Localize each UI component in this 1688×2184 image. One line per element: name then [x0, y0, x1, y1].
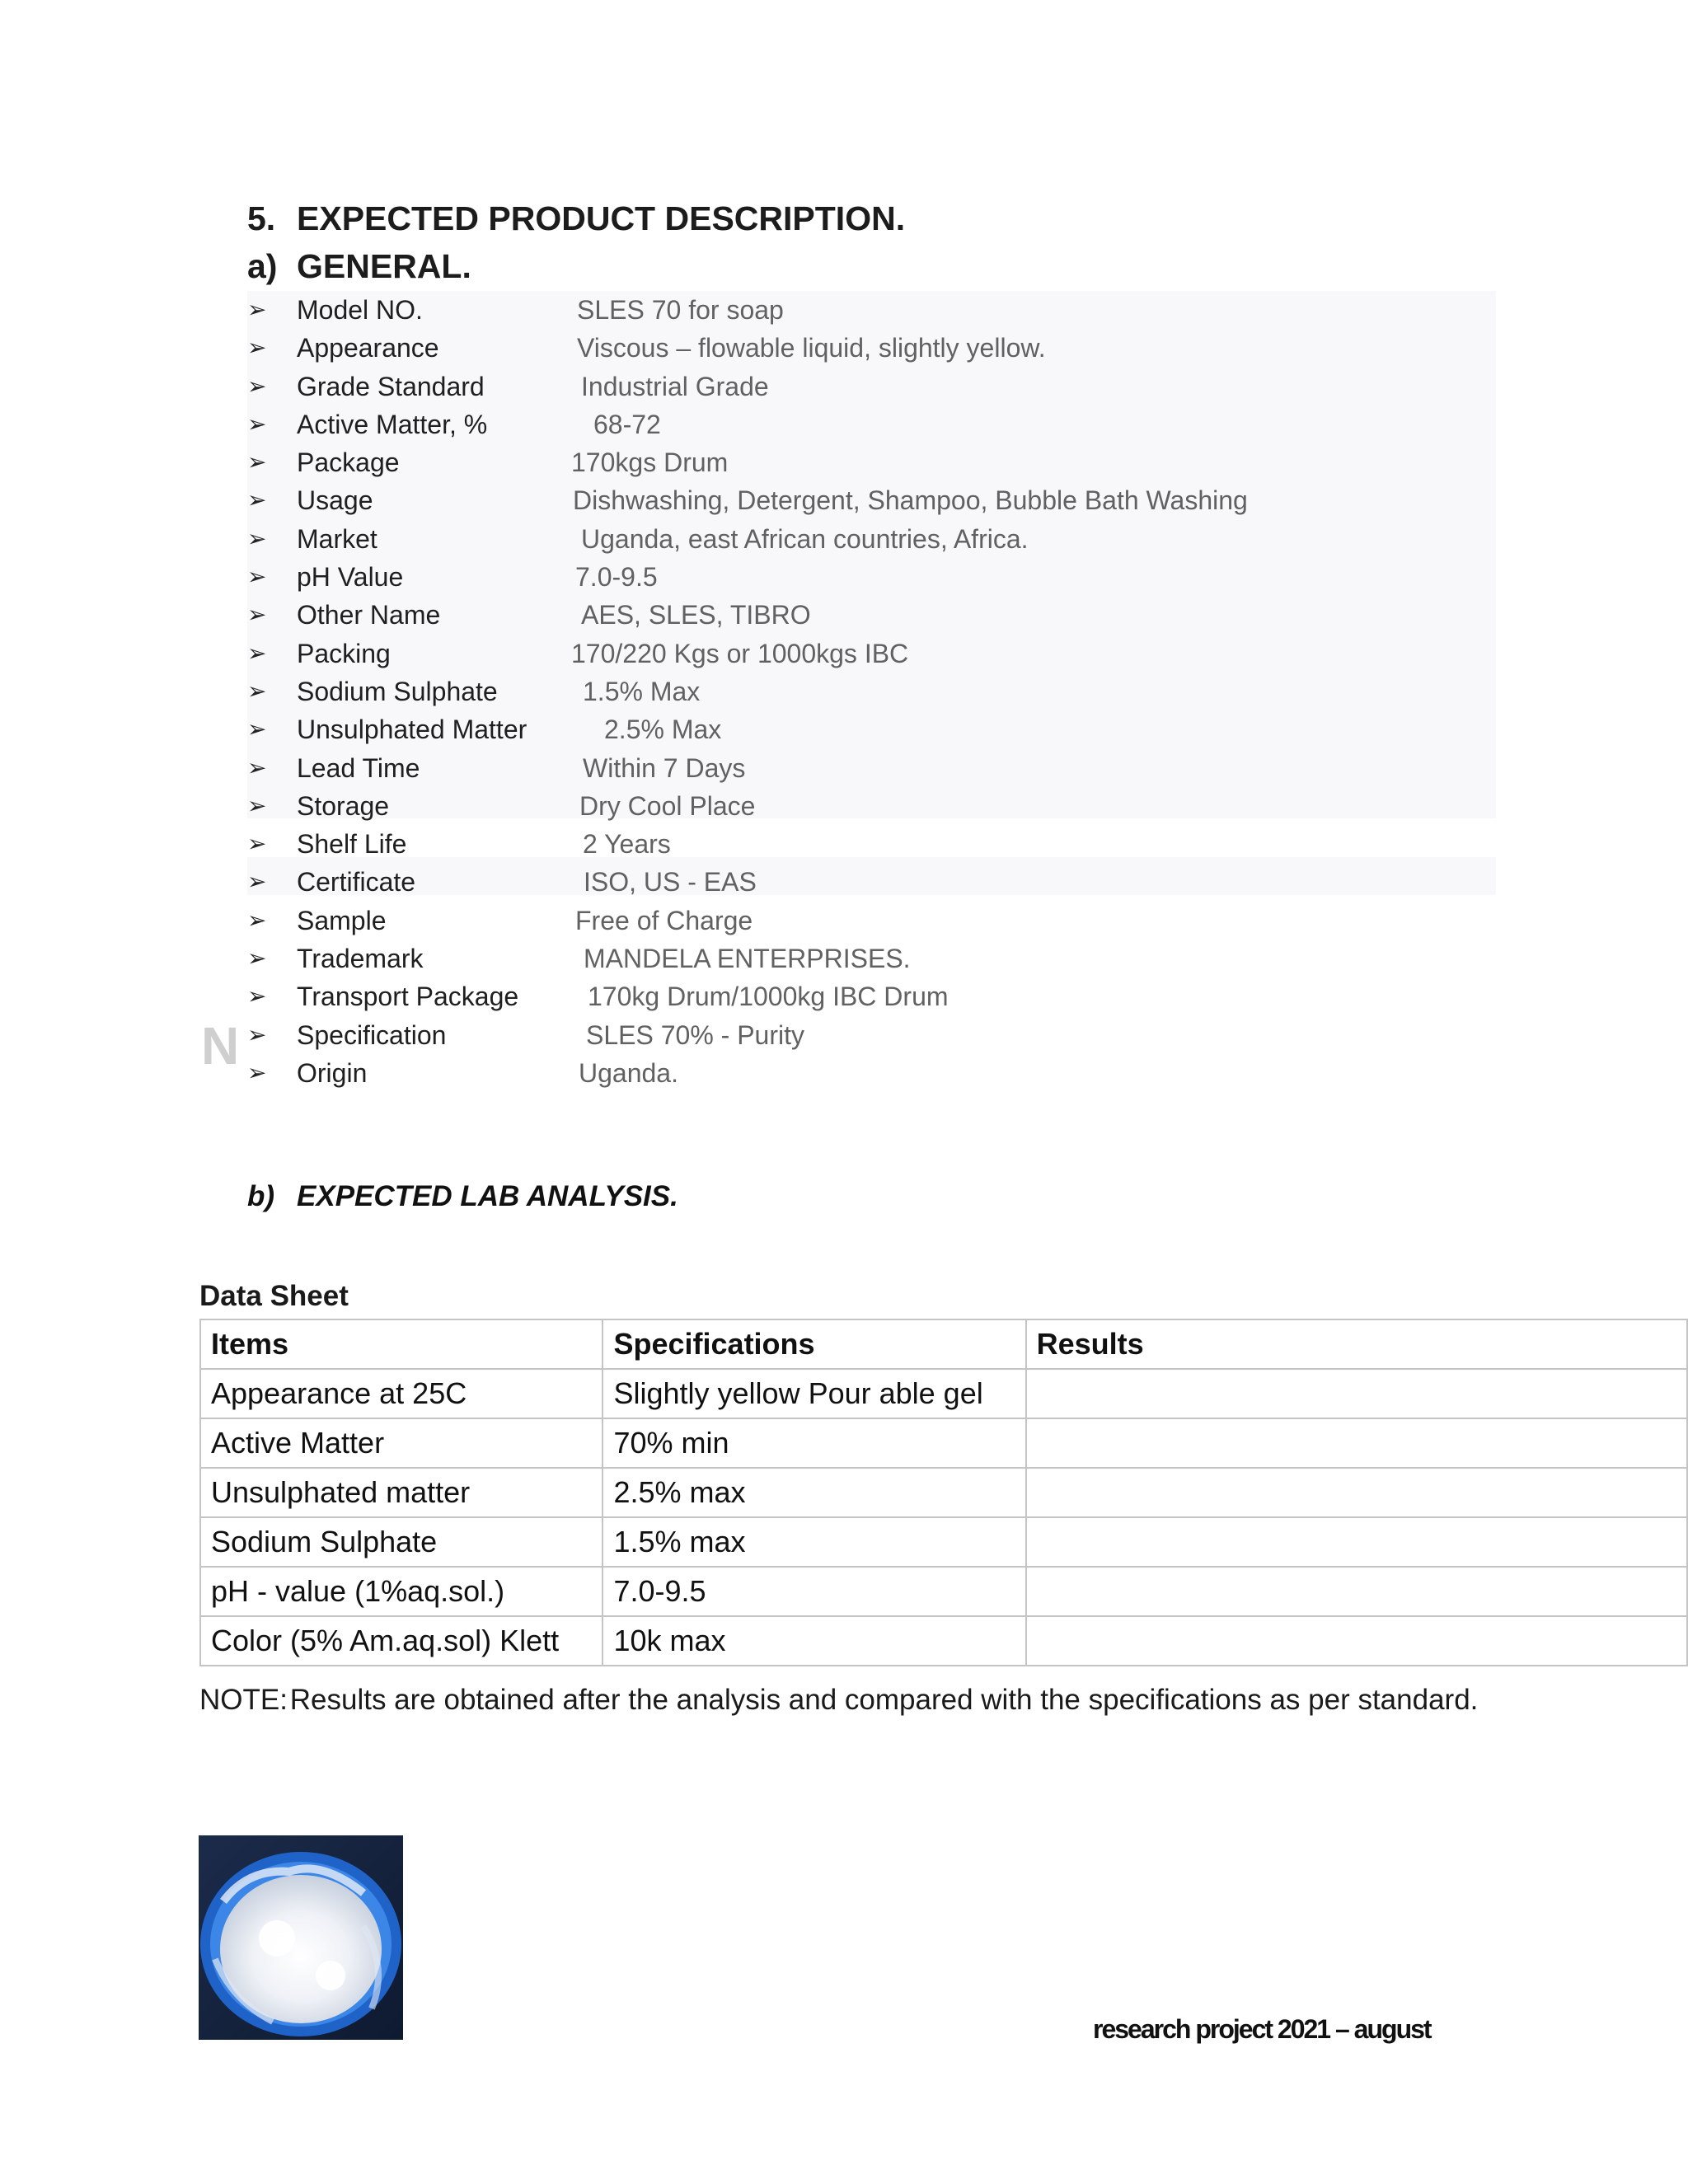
spec-value: 2 Years	[583, 829, 671, 860]
result-cell	[1026, 1517, 1687, 1567]
spec-row	[247, 940, 1533, 977]
bullet-arrow-icon: ➢	[247, 869, 267, 895]
spec-label: Sample	[297, 905, 387, 935]
bullet-arrow-icon: ➢	[247, 945, 267, 972]
bullet-arrow-icon: ➢	[247, 564, 267, 590]
spec-label: Trademark	[297, 944, 424, 974]
spec-value: Uganda, east African countries, Africa.	[581, 523, 1029, 554]
spec-value: Uganda.	[579, 1057, 678, 1088]
result-cell	[1026, 1418, 1687, 1468]
bullet-arrow-icon: ➢	[247, 1021, 267, 1047]
spec-value: Industrial Grade	[581, 371, 769, 401]
note-lead: NOTE:	[199, 1684, 288, 1716]
spec-value: 2.5% Max	[604, 715, 722, 745]
product-photo-graphic	[199, 1835, 403, 2040]
spec-row	[247, 1054, 1533, 1092]
table-row	[200, 1468, 1687, 1517]
result-cell	[1026, 1616, 1687, 1666]
table-header-row	[200, 1319, 1687, 1369]
spec-row	[247, 863, 1533, 901]
product-photo	[199, 1835, 403, 2040]
lab-number: b)	[247, 1180, 275, 1212]
lab-heading	[247, 1180, 678, 1213]
bullet-arrow-icon: ➢	[247, 487, 267, 513]
spec-label: Lead Time	[297, 752, 420, 783]
spec-value: 7.0-9.5	[575, 562, 658, 593]
spec-label: Packing	[297, 638, 391, 668]
general-title: GENERAL.	[297, 247, 471, 285]
item-cell: Appearance at 25C	[200, 1369, 603, 1418]
specification-cell: Slightly yellow Pour able gel	[603, 1369, 1025, 1418]
bullet-arrow-icon: ➢	[247, 335, 267, 361]
general-number: a)	[247, 247, 278, 285]
item-cell: Active Matter	[200, 1418, 603, 1468]
bullet-arrow-icon: ➢	[247, 716, 267, 743]
spec-label: Grade Standard	[297, 371, 485, 401]
spec-label: Market	[297, 523, 377, 554]
specification-cell: 2.5% max	[603, 1468, 1025, 1517]
spec-label: Specification	[297, 1019, 447, 1050]
bullet-arrow-icon: ➢	[247, 410, 267, 437]
spec-value: Viscous – flowable liquid, slightly yellow.	[577, 333, 1046, 363]
spec-value: 1.5% Max	[583, 676, 701, 706]
spec-row	[247, 558, 1533, 596]
spec-row	[247, 481, 1533, 519]
specification-cell: 70% min	[603, 1418, 1025, 1468]
spec-row	[247, 710, 1533, 748]
data-sheet-table	[199, 1319, 1688, 1666]
spec-value: 170kg Drum/1000kg IBC Drum	[588, 982, 949, 1012]
spec-row	[247, 291, 1533, 329]
spec-row	[247, 825, 1533, 863]
bullet-arrow-icon: ➢	[247, 449, 267, 476]
bullet-arrow-icon: ➢	[247, 754, 267, 780]
result-cell	[1026, 1369, 1687, 1418]
bullet-arrow-icon: ➢	[247, 297, 267, 322]
header-results: Results	[1026, 1319, 1687, 1369]
spec-value: Dry Cool Place	[579, 790, 756, 821]
header-specifications: Specifications	[603, 1319, 1025, 1369]
spec-value: 68-72	[593, 409, 661, 439]
table-row	[200, 1418, 1687, 1468]
spec-row	[247, 673, 1533, 710]
item-cell: Unsulphated matter	[200, 1468, 603, 1517]
spec-label: Certificate	[297, 867, 416, 898]
section-number: 5.	[247, 199, 276, 237]
spec-row	[247, 368, 1533, 405]
spec-label: Unsulphated Matter	[297, 715, 528, 745]
section-title: EXPECTED PRODUCT DESCRIPTION.	[297, 199, 906, 237]
spec-row	[247, 520, 1533, 558]
spec-value: SLES 70% - Purity	[586, 1019, 804, 1050]
footer-text: research project 2021 – august	[1093, 2014, 1431, 2044]
table-row	[200, 1517, 1687, 1567]
spec-row	[247, 443, 1533, 481]
spec-value: SLES 70 for soap	[577, 295, 784, 325]
spec-row	[247, 1016, 1533, 1054]
spec-value: Dishwashing, Detergent, Shampoo, Bubble Bath Washing	[573, 485, 1248, 516]
spec-row	[247, 902, 1533, 940]
header-items: Items	[200, 1319, 603, 1369]
table-row	[200, 1567, 1687, 1616]
spec-row	[247, 405, 1533, 443]
spec-list	[247, 291, 1533, 1092]
spec-row	[247, 596, 1533, 634]
specification-cell: 7.0-9.5	[603, 1567, 1025, 1616]
spec-label: Sodium Sulphate	[297, 676, 498, 706]
specification-cell: 1.5% max	[603, 1517, 1025, 1567]
data-sheet-title: Data Sheet	[199, 1280, 349, 1312]
section-heading	[247, 199, 905, 238]
bullet-arrow-icon: ➢	[247, 1059, 267, 1085]
spec-label: Transport Package	[297, 982, 519, 1012]
spec-label: pH Value	[297, 562, 404, 593]
spec-label: Appearance	[297, 333, 439, 363]
spec-value: Free of Charge	[575, 905, 753, 935]
item-cell: Color (5% Am.aq.sol) Klett	[200, 1616, 603, 1666]
lab-title: EXPECTED LAB ANALYSIS.	[297, 1180, 678, 1212]
spec-value: MANDELA ENTERPRISES.	[584, 944, 911, 974]
item-cell: pH - value (1%aq.sol.)	[200, 1567, 603, 1616]
spec-label: Other Name	[297, 600, 441, 630]
spec-value: 170kgs Drum	[571, 448, 729, 478]
watermark-letter: N	[201, 1016, 240, 1076]
result-cell	[1026, 1468, 1687, 1517]
spec-row	[247, 977, 1533, 1015]
bullet-arrow-icon: ➢	[247, 525, 267, 551]
spec-value: ISO, US - EAS	[584, 867, 757, 898]
table-row	[200, 1616, 1687, 1666]
bullet-arrow-icon: ➢	[247, 373, 267, 399]
spec-label: Usage	[297, 485, 373, 516]
spec-label: Model NO.	[297, 295, 423, 325]
spec-label: Origin	[297, 1057, 368, 1088]
result-cell	[1026, 1567, 1687, 1616]
bullet-arrow-icon: ➢	[247, 640, 267, 666]
spec-label: Package	[297, 448, 400, 478]
bullet-arrow-icon: ➢	[247, 792, 267, 818]
spec-row	[247, 749, 1533, 787]
note-text: Results are obtained after the analysis and compared with the specifications as per standard.	[289, 1684, 1479, 1716]
spec-row	[247, 635, 1533, 673]
note-paragraph	[199, 1680, 1489, 1720]
table-row	[200, 1369, 1687, 1418]
spec-value: AES, SLES, TIBRO	[581, 600, 811, 630]
spec-value: 170/220 Kgs or 1000kgs IBC	[571, 638, 909, 668]
spec-row	[247, 787, 1533, 825]
spec-row	[247, 329, 1533, 367]
item-cell: Sodium Sulphate	[200, 1517, 603, 1567]
spec-label: Storage	[297, 790, 390, 821]
bullet-arrow-icon: ➢	[247, 677, 267, 704]
bullet-arrow-icon: ➢	[247, 907, 267, 933]
spec-label: Active Matter, %	[297, 409, 488, 439]
spec-value: Within 7 Days	[583, 752, 746, 783]
bullet-arrow-icon: ➢	[247, 602, 267, 628]
spec-label: Shelf Life	[297, 829, 407, 860]
specification-cell: 10k max	[603, 1616, 1025, 1666]
general-heading	[247, 247, 471, 286]
bullet-arrow-icon: ➢	[247, 983, 267, 1010]
bullet-arrow-icon: ➢	[247, 831, 267, 857]
